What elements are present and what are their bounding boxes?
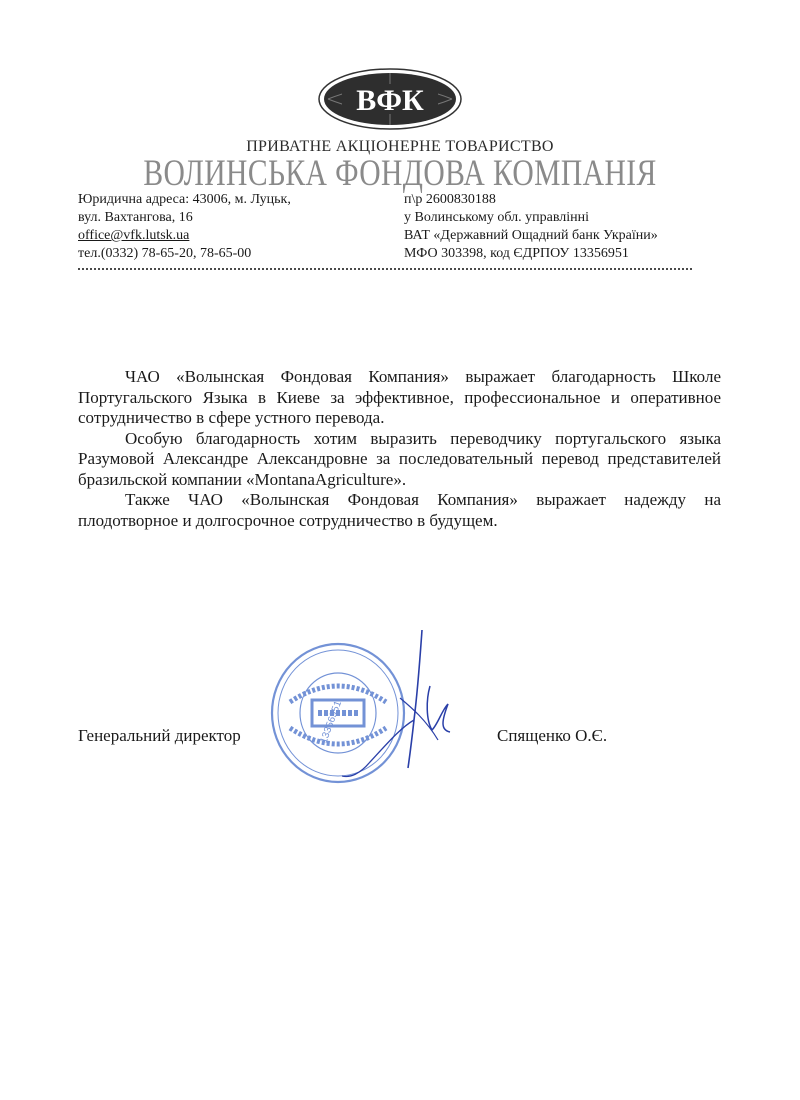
letter-paragraph: ЧАО «Волынская Фондовая Компания» выражает благодарность Школе Португальского Языка в Киеве за эффективное, профессиональное и оперативное сотрудничество в сфере устного перевода. (78, 367, 721, 427)
org-type: ПРИВАТНЕ АКЦІОНЕРНЕ ТОВАРИСТВО (246, 138, 554, 155)
email-link[interactable]: office@vfk.lutsk.ua (78, 228, 190, 243)
bank-branch: у Волинському обл. управлінні (404, 210, 590, 225)
signatory-name: Спященко О.Є. (497, 726, 608, 745)
org-name: ВОЛИНСЬКА ФОНДОВА КОМПАНІЯ (143, 153, 657, 194)
bank-codes: МФО 303398, код ЄДРПОУ 13356951 (404, 246, 629, 261)
address-line-2: вул. Вахтангова, 16 (78, 210, 193, 225)
bank-name: ВАТ «Державний Ощадний банк України» (404, 228, 658, 243)
header-divider (78, 268, 692, 270)
bank-details (404, 191, 658, 263)
signatory-role: Генеральний директор (78, 726, 241, 745)
bank-account: п\р 2600830188 (404, 192, 496, 207)
company-logo (318, 68, 462, 130)
signature-mark (330, 628, 470, 778)
letter-paragraph: Также ЧАО «Волынская Фондовая Компания» выражает надежду на плодотворное и долгосрочное сотрудничество в будущем. (78, 490, 721, 530)
address-line-1: Юридична адреса: 43006, м. Луцьк, (78, 192, 291, 207)
legal-address (78, 191, 291, 263)
letter-paragraph: Особую благодарность хотим выразить переводчику португальского языка Разумовой Александре Александровне за последовательный перевод представителей бразильской компании «MontanaAgriculture». (78, 428, 721, 489)
phone: тел.(0332) 78-65-20, 78-65-00 (78, 246, 252, 261)
stamp-code: 13356951 (318, 699, 345, 746)
letter-body (78, 367, 721, 531)
logo-text: ВФК (356, 84, 424, 117)
